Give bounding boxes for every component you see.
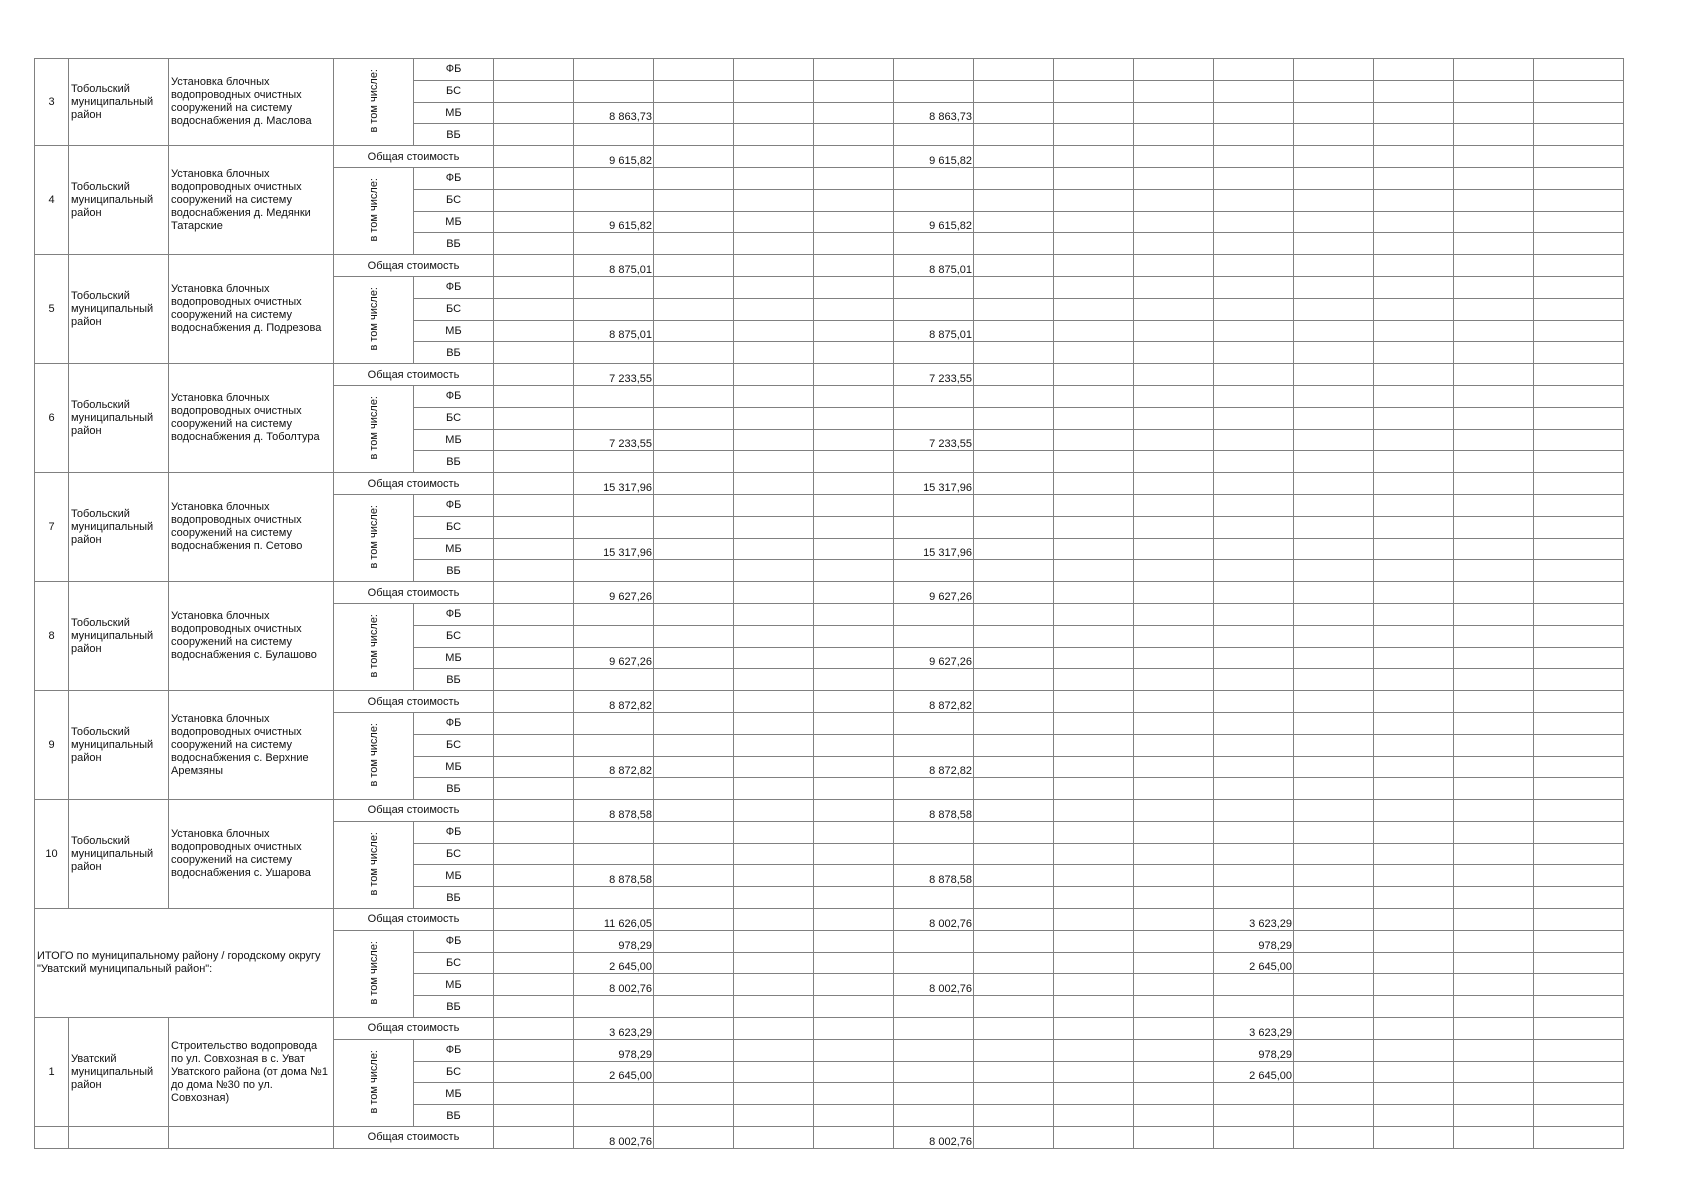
total-cost-label: Общая стоимость xyxy=(334,473,494,495)
category-mb: МБ xyxy=(414,756,494,778)
value-cell: 8 002,76 xyxy=(894,1127,974,1149)
category-bs: БС xyxy=(414,407,494,429)
value-cell: 978,29 xyxy=(574,930,654,952)
value-cell: 3 623,29 xyxy=(1214,1018,1294,1040)
category-bs: БС xyxy=(414,734,494,756)
municipality: Тобольский муниципальный район xyxy=(69,473,169,582)
category-vb: ВБ xyxy=(414,560,494,582)
total-cost-label: Общая стоимость xyxy=(334,1127,494,1149)
table-row xyxy=(35,800,1624,822)
category-vb: ВБ xyxy=(414,233,494,255)
category-bs: БС xyxy=(414,843,494,865)
value-cell: 9 627,26 xyxy=(574,647,654,669)
object-name: Строительство водопровода по ул. Совхозная в с. Уват Уватского района (от дома №1 до дома №30 по ул. Совхозная) xyxy=(169,1018,334,1127)
total-cost-label: Общая стоимость xyxy=(334,255,494,277)
value-cell: 15 317,96 xyxy=(574,473,654,495)
category-vb: ВБ xyxy=(414,887,494,909)
category-vb: ВБ xyxy=(414,124,494,146)
value-cell: 8 878,58 xyxy=(574,800,654,822)
category-mb: МБ xyxy=(414,1083,494,1105)
value-cell: 8 872,82 xyxy=(574,691,654,713)
including-label: в том числе: xyxy=(334,603,414,690)
row-number: 5 xyxy=(35,255,69,364)
category-mb: МБ xyxy=(414,865,494,887)
including-label: в том числе: xyxy=(334,167,414,254)
table-row xyxy=(35,1018,1624,1040)
table-row xyxy=(35,146,1624,168)
value-cell: 2 645,00 xyxy=(1214,1061,1294,1083)
category-vb: ВБ xyxy=(414,669,494,691)
category-fb: ФБ xyxy=(414,1039,494,1061)
value-cell: 2 645,00 xyxy=(574,952,654,974)
value-cell: 8 878,58 xyxy=(894,800,974,822)
total-cost-label: Общая стоимость xyxy=(334,909,494,931)
object-name: Установка блочных водопроводных очистных сооружений на систему водоснабжения п. Сетово xyxy=(169,473,334,582)
value-cell: 8 878,58 xyxy=(574,865,654,887)
category-vb: ВБ xyxy=(414,996,494,1018)
total-cost-label: Общая стоимость xyxy=(334,691,494,713)
object-name: Установка блочных водопроводных очистных сооружений на систему водоснабжения с. Ушарова xyxy=(169,800,334,909)
municipality: Тобольский муниципальный район xyxy=(69,582,169,691)
including-label: в том числе: xyxy=(334,1039,414,1126)
object-name: Установка блочных водопроводных очистных сооружений на систему водоснабжения д. Тоболтура xyxy=(169,364,334,473)
total-cost-label: Общая стоимость xyxy=(334,582,494,604)
row-number: 6 xyxy=(35,364,69,473)
including-label: в том числе: xyxy=(334,385,414,472)
value-cell: 7 233,55 xyxy=(894,364,974,386)
category-bs: БС xyxy=(414,1061,494,1083)
value-cell: 7 233,55 xyxy=(574,429,654,451)
row-number: 4 xyxy=(35,146,69,255)
value-cell: 8 002,76 xyxy=(894,909,974,931)
value-cell: 978,29 xyxy=(1214,1039,1294,1061)
category-fb: ФБ xyxy=(414,930,494,952)
municipality: Тобольский муниципальный район xyxy=(69,691,169,800)
value-cell: 7 233,55 xyxy=(574,364,654,386)
value-cell: 8 002,76 xyxy=(894,974,974,996)
value-cell: 8 875,01 xyxy=(574,255,654,277)
total-cost-label: Общая стоимость xyxy=(334,146,494,168)
value-cell: 8 002,76 xyxy=(574,974,654,996)
value-cell: 9 627,26 xyxy=(894,647,974,669)
row-number: 1 xyxy=(35,1018,69,1127)
row-number: 8 xyxy=(35,582,69,691)
value-cell: 8 863,73 xyxy=(574,102,654,124)
value-cell: 8 872,82 xyxy=(894,756,974,778)
value-cell: 8 002,76 xyxy=(574,1127,654,1149)
value-cell: 9 615,82 xyxy=(894,146,974,168)
value-cell: 8 872,82 xyxy=(894,691,974,713)
table-row xyxy=(35,59,1624,81)
value-cell: 9 627,26 xyxy=(574,582,654,604)
value-cell: 8 875,01 xyxy=(894,320,974,342)
value-cell: 3 623,29 xyxy=(574,1018,654,1040)
row-number: 10 xyxy=(35,800,69,909)
table-row xyxy=(35,1127,1624,1149)
category-bs: БС xyxy=(414,189,494,211)
value-cell: 8 875,01 xyxy=(894,255,974,277)
category-fb: ФБ xyxy=(414,494,494,516)
budget-table xyxy=(34,58,1624,1149)
value-cell: 8 872,82 xyxy=(574,756,654,778)
table-row xyxy=(35,255,1624,277)
category-bs: БС xyxy=(414,625,494,647)
category-fb: ФБ xyxy=(414,821,494,843)
value-cell: 15 317,96 xyxy=(894,538,974,560)
itogo-label: ИТОГО по муниципальному району / городскому округу "Уватский муниципальный район": xyxy=(35,909,334,1018)
category-bs: БС xyxy=(414,80,494,102)
total-cost-label: Общая стоимость xyxy=(334,1018,494,1040)
category-mb: МБ xyxy=(414,538,494,560)
object-name: Установка блочных водопроводных очистных сооружений на систему водоснабжения с. Булашово xyxy=(169,582,334,691)
including-label: в том числе: xyxy=(334,276,414,363)
including-label: в том числе: xyxy=(334,712,414,799)
including-label: в том числе: xyxy=(334,494,414,581)
category-fb: ФБ xyxy=(414,385,494,407)
municipality: Тобольский муниципальный район xyxy=(69,59,169,146)
category-mb: МБ xyxy=(414,429,494,451)
value-cell: 2 645,00 xyxy=(1214,952,1294,974)
total-cost-label: Общая стоимость xyxy=(334,800,494,822)
municipality: Тобольский муниципальный район xyxy=(69,800,169,909)
value-cell: 978,29 xyxy=(1214,930,1294,952)
object-name: Установка блочных водопроводных очистных сооружений на систему водоснабжения д. Медянки Татарские xyxy=(169,146,334,255)
category-fb: ФБ xyxy=(414,276,494,298)
object-name: Установка блочных водопроводных очистных сооружений на систему водоснабжения д. Маслова xyxy=(169,59,334,146)
total-cost-label: Общая стоимость xyxy=(334,364,494,386)
municipality: Тобольский муниципальный район xyxy=(69,146,169,255)
category-mb: МБ xyxy=(414,211,494,233)
row-number: 9 xyxy=(35,691,69,800)
category-bs: БС xyxy=(414,952,494,974)
row-number: 3 xyxy=(35,59,69,146)
category-mb: МБ xyxy=(414,102,494,124)
including-label: в том числе: xyxy=(334,821,414,908)
category-vb: ВБ xyxy=(414,778,494,800)
table-row xyxy=(35,364,1624,386)
category-vb: ВБ xyxy=(414,342,494,364)
object-name: Установка блочных водопроводных очистных сооружений на систему водоснабжения д. Подрезова xyxy=(169,255,334,364)
value-cell: 15 317,96 xyxy=(894,473,974,495)
including-label: в том числе: xyxy=(334,59,414,146)
municipality: Тобольский муниципальный район xyxy=(69,364,169,473)
value-cell: 9 627,26 xyxy=(894,582,974,604)
category-vb: ВБ xyxy=(414,1105,494,1127)
category-mb: МБ xyxy=(414,974,494,996)
value-cell: 3 623,29 xyxy=(1214,909,1294,931)
value-cell: 2 645,00 xyxy=(574,1061,654,1083)
value-cell: 9 615,82 xyxy=(894,211,974,233)
municipality: Тобольский муниципальный район xyxy=(69,255,169,364)
value-cell: 11 626,05 xyxy=(574,909,654,931)
category-bs: БС xyxy=(414,516,494,538)
category-bs: БС xyxy=(414,298,494,320)
category-fb: ФБ xyxy=(414,59,494,81)
row-number: 7 xyxy=(35,473,69,582)
value-cell: 8 863,73 xyxy=(894,102,974,124)
category-fb: ФБ xyxy=(414,167,494,189)
value-cell: 9 615,82 xyxy=(574,211,654,233)
category-vb: ВБ xyxy=(414,451,494,473)
value-cell: 7 233,55 xyxy=(894,429,974,451)
municipality: Уватский муниципальный район xyxy=(69,1018,169,1127)
value-cell: 8 875,01 xyxy=(574,320,654,342)
value-cell: 9 615,82 xyxy=(574,146,654,168)
category-mb: МБ xyxy=(414,647,494,669)
value-cell: 978,29 xyxy=(574,1039,654,1061)
table-row xyxy=(35,691,1624,713)
including-label: в том числе: xyxy=(334,930,414,1017)
object-name: Установка блочных водопроводных очистных сооружений на систему водоснабжения с. Верхние Аремзяны xyxy=(169,691,334,800)
category-fb: ФБ xyxy=(414,603,494,625)
category-fb: ФБ xyxy=(414,712,494,734)
value-cell: 8 878,58 xyxy=(894,865,974,887)
value-cell: 15 317,96 xyxy=(574,538,654,560)
table-row xyxy=(35,582,1624,604)
category-mb: МБ xyxy=(414,320,494,342)
table-row xyxy=(35,473,1624,495)
table-row xyxy=(35,909,1624,931)
